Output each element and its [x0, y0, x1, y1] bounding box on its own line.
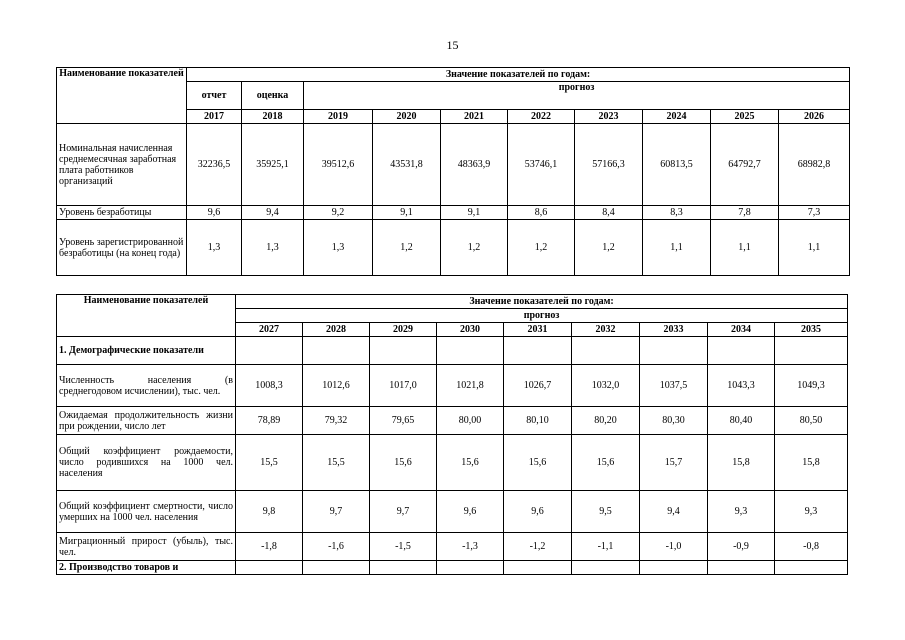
row-label: Уровень безработицы	[57, 206, 187, 220]
value-cell: 1032,0	[572, 365, 640, 407]
table-row	[57, 491, 848, 533]
year-header: 2018	[242, 110, 304, 124]
value-cell: 15,7	[640, 435, 708, 491]
value-cell: 1049,3	[775, 365, 848, 407]
year-header: 2030	[437, 323, 504, 337]
report-label: отчет	[187, 82, 242, 110]
value-cell: 15,8	[708, 435, 775, 491]
row-label: Общий коэффициент рождаемости, число родившихся на 1000 чел. населения	[57, 435, 236, 491]
value-cell: -1,5	[370, 533, 437, 561]
value-cell: 1008,3	[236, 365, 303, 407]
value-cell: 1,2	[373, 220, 441, 276]
table-row	[57, 533, 848, 561]
year-header: 2021	[441, 110, 508, 124]
value-cell: 80,00	[437, 407, 504, 435]
value-cell: 9,6	[187, 206, 242, 220]
year-header: 2032	[572, 323, 640, 337]
value-cell: 8,4	[575, 206, 643, 220]
value-cell: 1026,7	[504, 365, 572, 407]
indicators-table-2027-2035	[56, 294, 848, 575]
value-cell: 15,5	[303, 435, 370, 491]
value-cell: 80,10	[504, 407, 572, 435]
value-cell: 1,3	[242, 220, 304, 276]
value-cell: -1,2	[504, 533, 572, 561]
value-cell: 8,6	[508, 206, 575, 220]
value-cell: -1,1	[572, 533, 640, 561]
value-cell: 9,1	[373, 206, 441, 220]
section-row	[57, 337, 848, 365]
value-cell: 15,6	[437, 435, 504, 491]
value-cell: 9,4	[640, 491, 708, 533]
value-cell: 7,8	[711, 206, 779, 220]
value-cell: 68982,8	[779, 124, 850, 206]
table-row	[57, 435, 848, 491]
value-cell: -1,0	[640, 533, 708, 561]
value-cell: 1,2	[575, 220, 643, 276]
year-header: 2028	[303, 323, 370, 337]
value-cell: 1,3	[187, 220, 242, 276]
forecast-label: прогноз	[304, 82, 850, 110]
year-header: 2034	[708, 323, 775, 337]
value-cell: 9,1	[441, 206, 508, 220]
year-header: 2019	[304, 110, 373, 124]
value-cell: 15,6	[370, 435, 437, 491]
row-label: Уровень зарегистрированной безработицы (на конец года)	[57, 220, 187, 276]
name-column-header: Наименование показателей	[57, 295, 236, 337]
value-cell: 9,7	[303, 491, 370, 533]
section-row	[57, 561, 848, 575]
value-cell: 9,3	[708, 491, 775, 533]
year-header: 2017	[187, 110, 242, 124]
value-cell: 80,50	[775, 407, 848, 435]
value-cell: 9,8	[236, 491, 303, 533]
value-cell: 32236,5	[187, 124, 242, 206]
value-cell: 1,3	[304, 220, 373, 276]
value-cell: 9,4	[242, 206, 304, 220]
value-cell: 64792,7	[711, 124, 779, 206]
value-cell: 78,89	[236, 407, 303, 435]
values-column-header: Значение показателей по годам:	[187, 68, 850, 82]
value-cell: 80,20	[572, 407, 640, 435]
value-cell: 9,2	[304, 206, 373, 220]
value-cell: 35925,1	[242, 124, 304, 206]
year-header: 2023	[575, 110, 643, 124]
value-cell: 1,2	[508, 220, 575, 276]
section-heading: 2. Производство товаров и	[57, 561, 236, 575]
value-cell: -1,3	[437, 533, 504, 561]
row-label: Численность населения (в среднегодовом исчислении), тыс. чел.	[57, 365, 236, 407]
value-cell: 1021,8	[437, 365, 504, 407]
value-cell: 15,5	[236, 435, 303, 491]
value-cell: 15,6	[572, 435, 640, 491]
value-cell: 53746,1	[508, 124, 575, 206]
year-header: 2026	[779, 110, 850, 124]
value-cell: 7,3	[779, 206, 850, 220]
row-label: Номинальная начисленная среднемесячная заработная плата работников организаций	[57, 124, 187, 206]
value-cell: 1037,5	[640, 365, 708, 407]
forecast-label: прогноз	[236, 309, 848, 323]
value-cell: 1017,0	[370, 365, 437, 407]
name-column-header: Наименование показателей	[57, 68, 187, 124]
value-cell: 1043,3	[708, 365, 775, 407]
year-header: 2035	[775, 323, 848, 337]
year-header: 2022	[508, 110, 575, 124]
value-cell: 9,6	[437, 491, 504, 533]
year-header: 2031	[504, 323, 572, 337]
indicators-table-2017-2026	[56, 67, 850, 276]
value-cell: 80,40	[708, 407, 775, 435]
value-cell: 8,3	[643, 206, 711, 220]
year-header: 2024	[643, 110, 711, 124]
value-cell: 15,6	[504, 435, 572, 491]
value-cell: 1,1	[643, 220, 711, 276]
year-header: 2027	[236, 323, 303, 337]
year-header: 2029	[370, 323, 437, 337]
page-number: 15	[446, 38, 459, 52]
year-header: 2033	[640, 323, 708, 337]
value-cell: 60813,5	[643, 124, 711, 206]
year-header: 2025	[711, 110, 779, 124]
table-row	[57, 220, 850, 276]
year-header: 2020	[373, 110, 441, 124]
value-cell: -0,8	[775, 533, 848, 561]
section-heading: 1. Демографические показатели	[57, 337, 236, 365]
value-cell: 43531,8	[373, 124, 441, 206]
table-row	[57, 124, 850, 206]
value-cell: 79,32	[303, 407, 370, 435]
table-row	[57, 365, 848, 407]
value-cell: -1,8	[236, 533, 303, 561]
value-cell: 1,2	[441, 220, 508, 276]
value-cell: 1012,6	[303, 365, 370, 407]
value-cell: 57166,3	[575, 124, 643, 206]
value-cell: -1,6	[303, 533, 370, 561]
value-cell: 79,65	[370, 407, 437, 435]
table-row	[57, 407, 848, 435]
value-cell: 9,7	[370, 491, 437, 533]
row-label: Общий коэффициент смертности, число умерших на 1000 чел. населения	[57, 491, 236, 533]
value-cell: 39512,6	[304, 124, 373, 206]
value-cell: 1,1	[711, 220, 779, 276]
values-column-header: Значение показателей по годам:	[236, 295, 848, 309]
table-row	[57, 206, 850, 220]
value-cell: 9,6	[504, 491, 572, 533]
value-cell: 1,1	[779, 220, 850, 276]
value-cell: 80,30	[640, 407, 708, 435]
estimate-label: оценка	[242, 82, 304, 110]
value-cell: -0,9	[708, 533, 775, 561]
value-cell: 9,5	[572, 491, 640, 533]
value-cell: 15,8	[775, 435, 848, 491]
value-cell: 48363,9	[441, 124, 508, 206]
value-cell: 9,3	[775, 491, 848, 533]
row-label: Миграционный прирост (убыль), тыс. чел.	[57, 533, 236, 561]
row-label: Ожидаемая продолжительность жизни при рождении, число лет	[57, 407, 236, 435]
